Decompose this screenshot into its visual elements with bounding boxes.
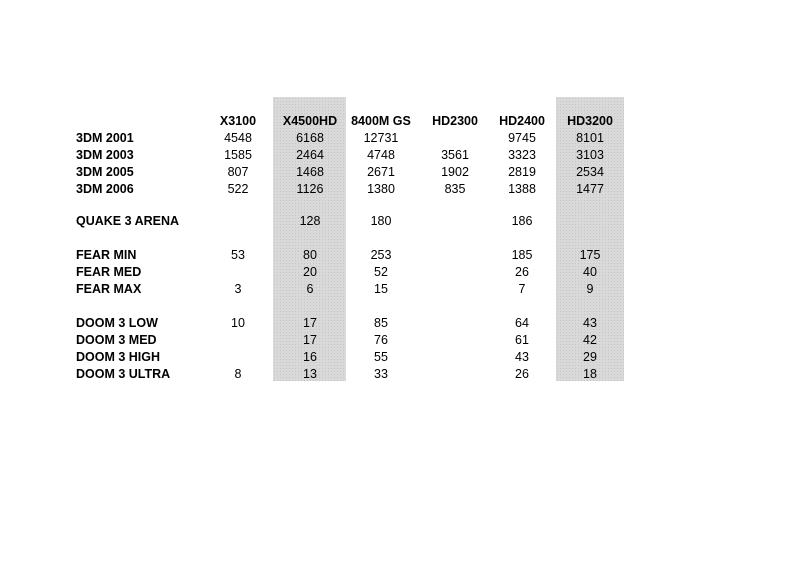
table-cell: 3323: [508, 148, 536, 162]
column-header: 8400M GS: [351, 114, 411, 128]
table-cell: 16: [303, 350, 317, 364]
column-header: HD3200: [567, 114, 613, 128]
table-cell: 76: [374, 333, 388, 347]
table-cell: 43: [583, 316, 597, 330]
row-label: 3DM 2001: [76, 131, 134, 145]
table-cell: 17: [303, 333, 317, 347]
table-cell: 53: [231, 248, 245, 262]
table-cell: 85: [374, 316, 388, 330]
column-header: HD2400: [499, 114, 545, 128]
table-cell: 4748: [367, 148, 395, 162]
row-label: 3DM 2005: [76, 165, 134, 179]
row-label: FEAR MAX: [76, 282, 142, 296]
table-cell: 1585: [224, 148, 252, 162]
table-cell: 43: [515, 350, 529, 364]
table-cell: 20: [303, 265, 317, 279]
table-cell: 1477: [576, 182, 604, 196]
column-header: HD2300: [432, 114, 478, 128]
table-cell: 26: [515, 265, 529, 279]
row-label: DOOM 3 LOW: [76, 316, 158, 330]
table-cell: 10: [231, 316, 245, 330]
row-label: 3DM 2003: [76, 148, 134, 162]
column-header: X3100: [219, 114, 257, 128]
table-cell: 3103: [576, 148, 604, 162]
table-cell: 33: [374, 367, 388, 381]
table-cell: 186: [511, 214, 533, 228]
table-cell: 2464: [296, 148, 324, 162]
table-cell: 15: [374, 282, 388, 296]
table-cell: 3: [234, 282, 242, 296]
table-cell: 80: [303, 248, 317, 262]
table-cell: 253: [370, 248, 392, 262]
table-cell: 9: [586, 282, 594, 296]
table-cell: 61: [515, 333, 529, 347]
row-label: DOOM 3 ULTRA: [76, 367, 171, 381]
table-cell: 807: [227, 165, 249, 179]
column-header: X4500HD: [282, 114, 338, 128]
table-cell: 128: [299, 214, 321, 228]
table-cell: 4548: [224, 131, 252, 145]
table-cell: 175: [579, 248, 601, 262]
table-cell: 1902: [441, 165, 469, 179]
table-cell: 835: [444, 182, 466, 196]
row-label: FEAR MED: [76, 265, 142, 279]
row-label: 3DM 2006: [76, 182, 134, 196]
table-cell: 2671: [367, 165, 395, 179]
table-cell: 42: [583, 333, 597, 347]
table-cell: 185: [511, 248, 533, 262]
row-label: DOOM 3 HIGH: [76, 350, 161, 364]
table-cell: 29: [583, 350, 597, 364]
table-cell: 55: [374, 350, 388, 364]
table-cell: 64: [515, 316, 529, 330]
table-cell: 6168: [296, 131, 324, 145]
table-cell: 18: [583, 367, 597, 381]
table-cell: 1388: [508, 182, 536, 196]
table-cell: 8101: [576, 131, 604, 145]
table-cell: 8: [234, 367, 242, 381]
row-label: QUAKE 3 ARENA: [76, 214, 180, 228]
table-cell: 52: [374, 265, 388, 279]
table-cell: 1380: [367, 182, 395, 196]
table-cell: 26: [515, 367, 529, 381]
table-cell: 17: [303, 316, 317, 330]
table-cell: 180: [370, 214, 392, 228]
table-cell: 1126: [296, 182, 324, 196]
table-cell: 2534: [576, 165, 604, 179]
row-label: DOOM 3 MED: [76, 333, 157, 347]
table-cell: 13: [303, 367, 317, 381]
table-cell: 40: [583, 265, 597, 279]
table-cell: 3561: [441, 148, 469, 162]
row-label: FEAR MIN: [76, 248, 137, 262]
table-cell: 2819: [508, 165, 536, 179]
table-cell: 12731: [363, 131, 399, 145]
table-cell: 6: [306, 282, 314, 296]
table-cell: 1468: [296, 165, 324, 179]
table-cell: 522: [227, 182, 249, 196]
table-cell: 9745: [508, 131, 536, 145]
table-cell: 7: [518, 282, 526, 296]
